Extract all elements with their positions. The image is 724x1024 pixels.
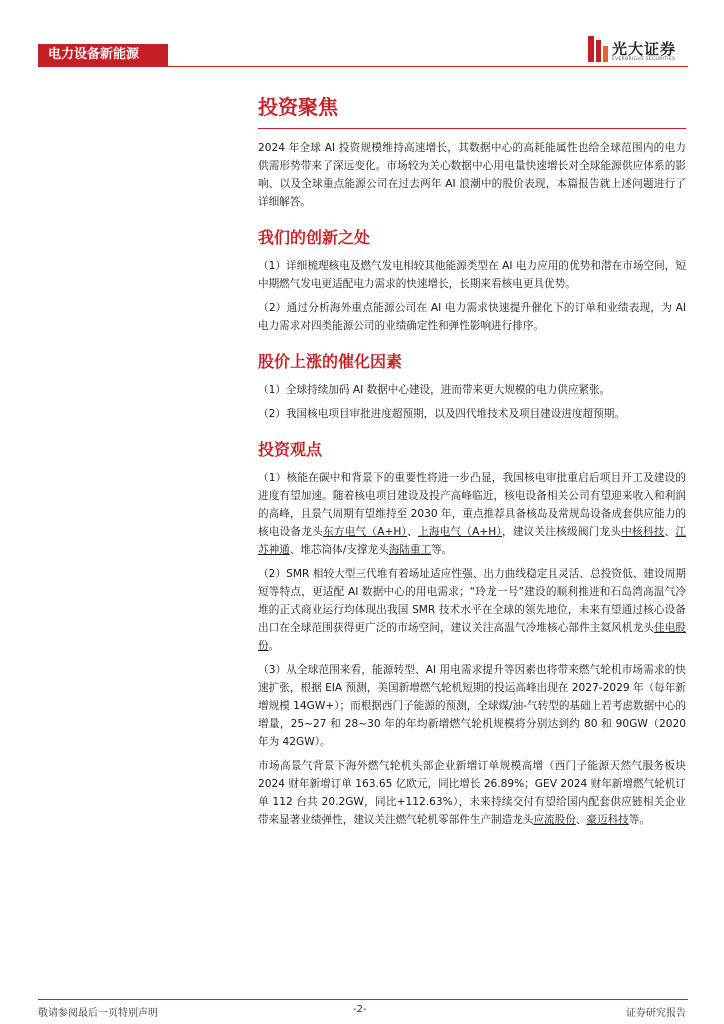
section-tag: 电力设备新能源 (38, 44, 168, 66)
company-link[interactable]: 海陆重工 (388, 544, 432, 556)
brand-logo (588, 36, 698, 66)
intro-paragraph: 2024 年全球 AI 投资规模维持高速增长，其数据中心的高耗能属性也给全球范围内的电力供需形势带来了深远变化。市场较为关心数据中心用电量快速增长对全球能源供应体系的影响、以及全球重点能源公司在过去两年 AI 浪潮中的股价表现，本篇报告就上述问题进行了详细解答。 (258, 142, 686, 208)
title-divider (258, 128, 686, 129)
innovation-item: （1）详细梳理核电及燃气发电相较其他能源类型在 AI 电力应用的优势和潜在市场空间，短中期燃气发电更适配电力需求的快速增长，长期来看核电更具优势。 (258, 260, 686, 290)
company-link[interactable]: 豪迈科技 (586, 814, 629, 826)
innovation-heading: 我们的创新之处 (258, 228, 371, 247)
catalyst-item: （2）我国核电项目审批进度超预期，以及四代堆技术及项目建设进度超预期。 (258, 408, 625, 420)
everbright-logo-icon (588, 36, 608, 62)
company-link[interactable]: 中核科技 (621, 526, 665, 538)
company-link[interactable]: 佳电股份 (258, 622, 686, 652)
logo-text-cn: 光大证券 (612, 40, 677, 58)
view-paragraph-orders: 市场高景气背景下海外燃气轮机头部企业新增订单规模高增（西门子能源天然气服务板块 2024 财年新增订单 163.65 亿欧元，同比增长 26.89%；GEV 2024 财年新增燃气轮机订单 112 台共 20.2GW，同比+112.63%），未来持续交付有望给国内配套供应链相关企业带来显著业绩弹性，建议关注燃气轮机零部件生产制造龙头应流股份、豪迈科技等。 (258, 760, 686, 826)
views-heading: 投资观点 (258, 440, 323, 459)
innovation-item: （2）通过分析海外重点能源公司在 AI 电力需求快速提升催化下的订单和业绩表现，为 AI 电力需求对四类能源公司的业绩确定性和弹性影响进行排序。 (258, 302, 686, 332)
company-link[interactable]: 上海电气（A+H） (417, 526, 502, 538)
logo-text-en: EVERBRIGHT SECURITIES (612, 57, 676, 62)
catalyst-heading: 股价上涨的催化因素 (258, 352, 403, 371)
footer-divider (38, 999, 688, 1000)
view-paragraph-nuclear: （1）核能在碳中和背景下的重要性将进一步凸显，我国核电审批重启后项目开工及建设的进度有望加速。随着核电项目建设及投产高峰临近，核电设备相关公司有望迎来收入和利润的高峰，且景气周期有望维持至 2030 年，重点推荐具备核岛及常规岛设备成套供应能力的核电设备龙头东方电气（A+H）、上海电气（A+H），建议关注核级阀门龙头中核科技、江苏神通、堆芯筒体/支撑龙头海陆重工等。 (258, 472, 687, 556)
company-link[interactable]: 应流股份 (533, 814, 576, 826)
view-paragraph-smr: （2）SMR 相较大型三代堆有着场址适应性强、出力曲线稳定且灵活、总投资低、建设周期短等特点，更适配 AI 数据中心的用电需求；“玲龙一号”建设的顺利推进和石岛湾高温气冷堆的正式商业运行均体现出我国 SMR 技术水平在全球的领先地位，未来有望通过核心设备出口在全球范围获得更广泛的市场空间，建议关注高温气冷堆核心部件主氦风机龙头佳电股份。 (258, 568, 686, 652)
header-divider (38, 66, 688, 67)
page-title: 投资聚焦 (258, 95, 338, 119)
catalyst-item: （1）全球持续加码 AI 数据中心建设，进而带来更大规模的电力供应紧张。 (258, 384, 611, 396)
footer-report-type: 证券研究报告 (626, 1008, 686, 1019)
company-link[interactable]: 江苏神通 (258, 526, 687, 556)
main-content (258, 92, 686, 829)
company-link[interactable]: 东方电气（A+H） (323, 526, 408, 538)
footer-disclaimer: 敬请参阅最后一页特别声明 (38, 1008, 158, 1019)
view-paragraph-gas-turbine: （3）从全球范围来看，能源转型、AI 用电需求提升等因素也将带来燃气轮机市场需求的快速扩张，根据 EIA 预测，美国新增燃气轮机短期的投运高峰出现在 2027-2029 年（每年新增规模 14GW+）；而根据西门子能源的预测，全球煤/油-气转型的基础上若考虑数据中心的增量，25~27 和 28~30 年的年均新增燃气轮机规模将分别达到约 80 和 90GW（2020 年为 42GW）。 (258, 664, 686, 748)
page-number: -2- (353, 1004, 367, 1015)
